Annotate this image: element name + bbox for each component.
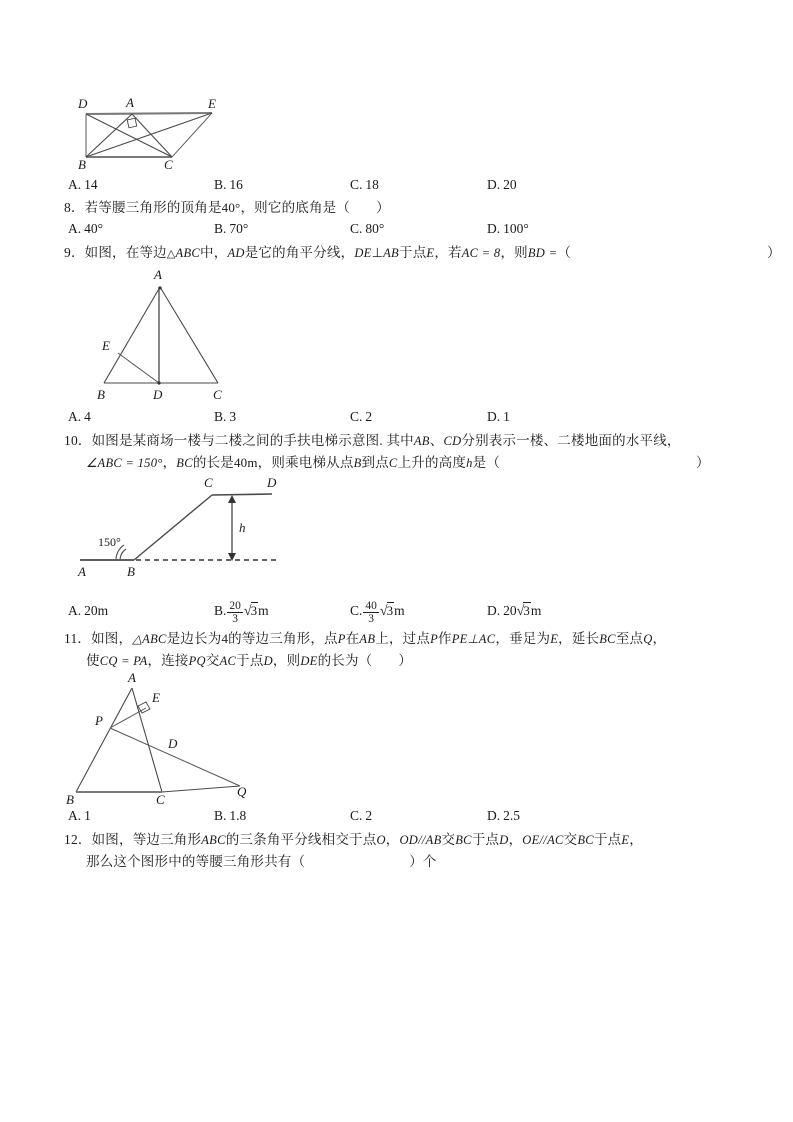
q10-option-c-denominator: 3 — [363, 612, 379, 625]
radical-sign-icon: √ — [516, 604, 525, 619]
q9-open-paren: （ — [557, 245, 572, 260]
q11-close-paren: ） — [398, 653, 413, 668]
q11-cq-equals-pa: CQ = PA — [99, 654, 148, 668]
q10-arrow-head-up — [228, 495, 236, 503]
q12-number: 12． — [64, 832, 92, 847]
q9-seg5: ，若 — [434, 245, 462, 260]
q9-seg3: 是它的角平分线， — [244, 245, 355, 260]
q10-label-c: C — [204, 475, 213, 490]
radical-sign-icon: √ — [379, 604, 388, 619]
q10-option-c-unit: m — [394, 603, 405, 618]
q10-close-paren: ） — [696, 455, 710, 470]
q9-option-a-value: 4 — [84, 409, 91, 424]
q12-bc: BC — [455, 833, 472, 847]
q7-option-a-label: A. — [68, 177, 82, 192]
q7-option-d[interactable] — [487, 174, 517, 196]
q12-point-e: E — [621, 833, 630, 847]
q8-option-c[interactable] — [350, 218, 384, 240]
q11-line1-seg10: ， — [652, 631, 667, 646]
q9-option-c-value: 2 — [365, 409, 373, 424]
q11-label-q: Q — [237, 784, 247, 799]
q11-option-d[interactable] — [487, 805, 520, 827]
q11-point-e: E — [550, 632, 559, 646]
q10-escalator-svg — [64, 474, 344, 592]
q9-number: 9． — [64, 245, 85, 260]
q11-line1-seg3: 的等边三角形，点 — [228, 631, 338, 646]
q12-point-d: D — [499, 833, 509, 847]
q11-option-b[interactable] — [214, 805, 246, 827]
q11-line1-seg9: 至点 — [615, 631, 644, 646]
q11-ab: AB — [359, 632, 376, 646]
question-12-text-line1 — [64, 829, 740, 851]
q10-line2-seg2: 的长是 — [192, 455, 234, 470]
q12-line1-seg5: 于点 — [471, 832, 500, 847]
q11-option-b-label: B. — [214, 808, 227, 823]
q9-ab: AB — [383, 246, 399, 260]
q11-option-a-label: A. — [68, 808, 82, 823]
q9-option-c-label: C. — [350, 409, 363, 424]
q11-line2-seg4: 于点 — [236, 653, 264, 668]
q7-option-d-label: D. — [487, 177, 501, 192]
q10-option-d-radical — [517, 594, 531, 629]
q9-seg1: 如图，在等边 — [84, 245, 167, 260]
q11-ac: AC — [219, 654, 237, 668]
q11-line1-seg1: 如图， — [91, 631, 133, 646]
segment-de-top — [86, 113, 212, 114]
question-9-text — [64, 242, 781, 265]
q7-option-a-value: 14 — [84, 177, 98, 192]
q7-label-b: B — [78, 157, 86, 170]
q8-option-d[interactable] — [487, 218, 529, 240]
q9-option-b-value: 3 — [229, 409, 237, 424]
q9-e: E — [426, 246, 435, 260]
q9-option-d-value: 1 — [503, 409, 510, 424]
q10-option-c[interactable] — [350, 594, 405, 629]
q8-option-b-label: B. — [214, 221, 227, 236]
q9-option-d-label: D. — [487, 409, 501, 424]
q9-option-a[interactable] — [68, 406, 91, 428]
q10-option-a-label: A. — [68, 603, 82, 618]
q12-line2-close: ）个 — [409, 854, 437, 869]
q7-option-b-value: 16 — [229, 177, 243, 192]
q12-line1-seg2: 的三条角平分线相交于点 — [225, 832, 377, 847]
q8-option-a-value: 40° — [84, 221, 104, 236]
q11-label-e: E — [152, 690, 160, 705]
q10-option-b-numerator: 20 — [229, 599, 241, 612]
q11-option-d-value: 2.5 — [503, 808, 520, 823]
question-9-options — [64, 406, 740, 428]
q10-option-d[interactable] — [487, 594, 541, 629]
q10-option-b-label: B. — [214, 603, 227, 618]
q12-bc2: BC — [577, 833, 594, 847]
q10-label-angle: 150° — [98, 535, 121, 549]
q10-option-b-fraction — [227, 600, 243, 625]
q9-option-b[interactable] — [214, 406, 236, 428]
q10-label-d: D — [267, 475, 277, 490]
q11-bc: BC — [599, 632, 616, 646]
q11-point-p2: P — [430, 632, 439, 646]
q7-option-b-label: B. — [214, 177, 227, 192]
right-angle-mark — [127, 118, 136, 127]
q10-line2-seg6: 是（ — [472, 455, 501, 470]
question-10-options — [64, 592, 740, 626]
q9-segment-ac — [160, 287, 218, 383]
q11-label-p: P — [95, 713, 103, 728]
q10-label-b: B — [127, 564, 135, 579]
question-7-options — [64, 174, 740, 196]
segment-be — [86, 113, 212, 157]
q10-line1-seg1: 如图是某商场一楼与二楼之间的手扶电梯示意图. 其中 — [91, 433, 414, 448]
q12-line2-seg1: 那么这个图形中的等腰三角形共有（ — [86, 854, 306, 869]
q10-angle-abc: ∠ABC = 150° — [86, 456, 163, 470]
question-12-text-line2 — [64, 851, 740, 872]
q10-segment-cd-top — [212, 494, 272, 495]
q7-diagram-svg — [64, 86, 314, 170]
q8-option-d-label: D. — [487, 221, 501, 236]
q9-label-d: D — [153, 387, 163, 402]
q10-option-d-label: D. — [487, 603, 501, 618]
q9-seg2: 中， — [200, 245, 228, 260]
q11-number: 11． — [64, 631, 92, 646]
q12-line1-seg8: 于点 — [593, 832, 622, 847]
q12-abc: ABC — [201, 833, 226, 847]
radical-sign-icon: √ — [243, 604, 252, 619]
q11-segment-cq-extension — [162, 786, 240, 792]
q10-bc: BC — [176, 456, 193, 470]
q11-line1-seg7: ，垂足为 — [495, 631, 551, 646]
question-8-text — [64, 197, 740, 218]
q9-label-c: C — [213, 387, 222, 402]
q8-option-a-label: A. — [68, 221, 82, 236]
q10-cd: CD — [443, 434, 462, 448]
q7-label-c: C — [164, 157, 173, 170]
q8-angle-value: 40° — [221, 200, 241, 215]
q9-seg4: 于点 — [399, 245, 427, 260]
q12-line1-seg1: 如图，等边三角形 — [91, 832, 202, 847]
q9-de: DE — [354, 246, 372, 260]
q9-seg6: ，则 — [500, 245, 528, 260]
q8-option-b[interactable] — [214, 218, 248, 240]
q9-perp-symbol: ⊥ — [371, 245, 384, 260]
q10-option-b-radical — [244, 594, 258, 629]
q11-label-d: D — [168, 736, 178, 751]
q12-oe-parallel-ac: OE//AC — [522, 833, 564, 847]
q7-label-d: D — [78, 96, 88, 111]
q11-option-c[interactable] — [350, 805, 372, 827]
q10-h: h — [466, 456, 473, 470]
question-9-figure — [64, 265, 740, 405]
q12-line1-seg6: ， — [508, 832, 523, 847]
q9-ad: AD — [227, 246, 245, 260]
q10-segment-bc-escalator — [134, 495, 212, 560]
q10-option-c-fraction — [363, 600, 379, 625]
q8-close-paren: ） — [376, 200, 390, 215]
q9-label-e: E — [102, 338, 110, 353]
q9-option-d[interactable] — [487, 406, 510, 428]
q10-line2-seg1: ， — [162, 455, 177, 470]
q10-line1-seg2: 、 — [429, 433, 444, 448]
q11-option-d-label: D. — [487, 808, 501, 823]
q11-triangle-abc: △ABC — [132, 632, 167, 646]
q11-line2-seg5: ，则 — [272, 653, 301, 668]
q10-line2-seg3: ，则乘电梯从点 — [257, 455, 354, 470]
q9-option-c[interactable] — [350, 406, 372, 428]
q11-side-length: 4 — [221, 631, 229, 646]
q9-label-a: A — [154, 267, 162, 282]
q11-pq: PQ — [188, 654, 206, 668]
q10-option-b[interactable] — [214, 594, 269, 629]
q10-option-a[interactable] — [68, 594, 108, 628]
q11-label-b: B — [66, 792, 74, 804]
segment-dc — [86, 114, 172, 157]
q11-point-q: Q — [643, 632, 653, 646]
q8-text-before: 若等腰三角形的顶角是 — [84, 200, 222, 215]
question-8-options — [64, 218, 740, 240]
q10-option-c-radicand: 3 — [386, 603, 394, 618]
q12-od-parallel-ab: OD//AB — [399, 833, 442, 847]
q10-label-a: A — [78, 564, 86, 579]
q10-option-b-denominator: 3 — [227, 612, 243, 625]
q9-ac-equation: AC = 8 — [461, 246, 501, 260]
q11-pe-perp-ac: PE⊥AC — [451, 632, 496, 646]
q11-line2-seg1: 使 — [86, 653, 100, 668]
q7-option-c[interactable] — [350, 174, 379, 196]
q9-option-b-label: B. — [214, 409, 227, 424]
q11-line1-seg6: 作 — [438, 631, 452, 646]
q12-line1-seg4: 交 — [441, 832, 456, 847]
q9-option-a-label: A. — [68, 409, 82, 424]
q7-option-b[interactable] — [214, 174, 243, 196]
q11-option-c-label: C. — [350, 808, 363, 823]
q9-vertex-d-dot — [157, 381, 160, 384]
page-content — [64, 86, 781, 872]
q10-number: 10． — [64, 433, 92, 448]
q7-label-e: E — [208, 96, 216, 111]
question-10-figure — [64, 474, 740, 592]
q8-text-after: ，则它的底角是（ — [240, 200, 351, 215]
q11-line2-seg2: ，连接 — [147, 653, 189, 668]
q10-point-b: B — [353, 456, 362, 470]
q11-de: DE — [300, 654, 318, 668]
q10-point-c: C — [388, 456, 398, 470]
q11-line1-seg8: ，延长 — [558, 631, 600, 646]
q9-segment-ab — [104, 287, 160, 383]
q12-line1-seg7: 交 — [563, 832, 578, 847]
q11-label-c: C — [156, 792, 165, 804]
q9-abc: ABC — [175, 246, 201, 260]
q8-option-a[interactable] — [68, 218, 103, 240]
q10-option-c-radical — [380, 594, 394, 629]
q10-line2-seg4: 到点 — [361, 455, 389, 470]
q9-bd-equation: BD = — [527, 246, 558, 260]
segment-ab — [86, 114, 132, 157]
q10-option-d-unit: m — [530, 603, 542, 618]
q11-line1-seg5: 上，过点 — [375, 631, 431, 646]
q12-point-o: O — [376, 833, 386, 847]
question-11-text-line2 — [64, 650, 740, 672]
q10-angle-arc-inner — [120, 549, 126, 560]
q8-option-c-value: 80° — [365, 221, 385, 236]
q9-segment-de — [118, 353, 159, 383]
q10-option-b-unit: m — [258, 603, 269, 618]
q11-option-c-value: 2 — [365, 808, 373, 823]
q11-line1-seg4: 在 — [345, 631, 360, 646]
q11-line1-seg2: 是边长为 — [166, 631, 222, 646]
question-10-text-line1 — [64, 430, 740, 452]
q11-option-a-value: 1 — [84, 808, 91, 823]
q11-option-b-value: 1.8 — [229, 808, 247, 823]
q10-option-d-coefficient: 20 — [503, 603, 517, 618]
q10-option-c-label: C. — [350, 603, 363, 618]
q11-option-a[interactable] — [68, 805, 91, 827]
q10-option-a-value: 20m — [84, 603, 109, 618]
segment-ac — [132, 114, 172, 157]
q8-option-c-label: C. — [350, 221, 363, 236]
q7-option-a[interactable] — [68, 174, 98, 196]
q10-line2-seg5: 上升的高度 — [397, 455, 467, 470]
q10-option-b-radicand: 3 — [250, 603, 258, 618]
q12-line1-seg9: ， — [629, 832, 643, 847]
question-11-options — [64, 805, 740, 827]
q9-diagram-svg — [64, 265, 324, 405]
q8-option-d-value: 100° — [503, 221, 529, 236]
q11-diagram-svg — [64, 672, 344, 804]
q10-option-c-numerator: 40 — [365, 599, 377, 612]
q9-vertex-a-dot — [158, 286, 161, 289]
q9-triangle-symbol: △ — [166, 248, 176, 260]
q11-line2-seg6: 的长为（ — [317, 653, 373, 668]
q9-label-b: B — [97, 387, 105, 402]
q10-ab: AB — [413, 434, 430, 448]
q11-point-d: D — [263, 654, 273, 668]
q10-line1-seg3: 分别表示一楼、二楼地面的水平线， — [461, 433, 681, 448]
question-7-figure — [64, 86, 740, 170]
q11-label-a: A — [128, 672, 136, 685]
q10-option-d-radicand: 3 — [523, 603, 530, 618]
q7-option-c-value: 18 — [365, 177, 379, 192]
q10-label-h: h — [239, 520, 246, 535]
q7-label-a: A — [126, 95, 134, 110]
q11-line2-seg3: 交 — [205, 653, 220, 668]
question-11-text-line1 — [64, 628, 740, 650]
q7-option-d-value: 20 — [503, 177, 517, 192]
q9-close-paren: ） — [767, 245, 781, 260]
q10-length: 40m — [233, 455, 258, 470]
q8-number: 8． — [64, 200, 85, 215]
q12-line1-seg3: ， — [385, 832, 400, 847]
q8-option-b-value: 70° — [229, 221, 249, 236]
q7-option-c-label: C. — [350, 177, 363, 192]
q11-segment-ab — [76, 688, 132, 792]
q11-point-p: P — [337, 632, 346, 646]
question-10-text-line2 — [64, 452, 740, 474]
question-11-figure — [64, 672, 740, 804]
